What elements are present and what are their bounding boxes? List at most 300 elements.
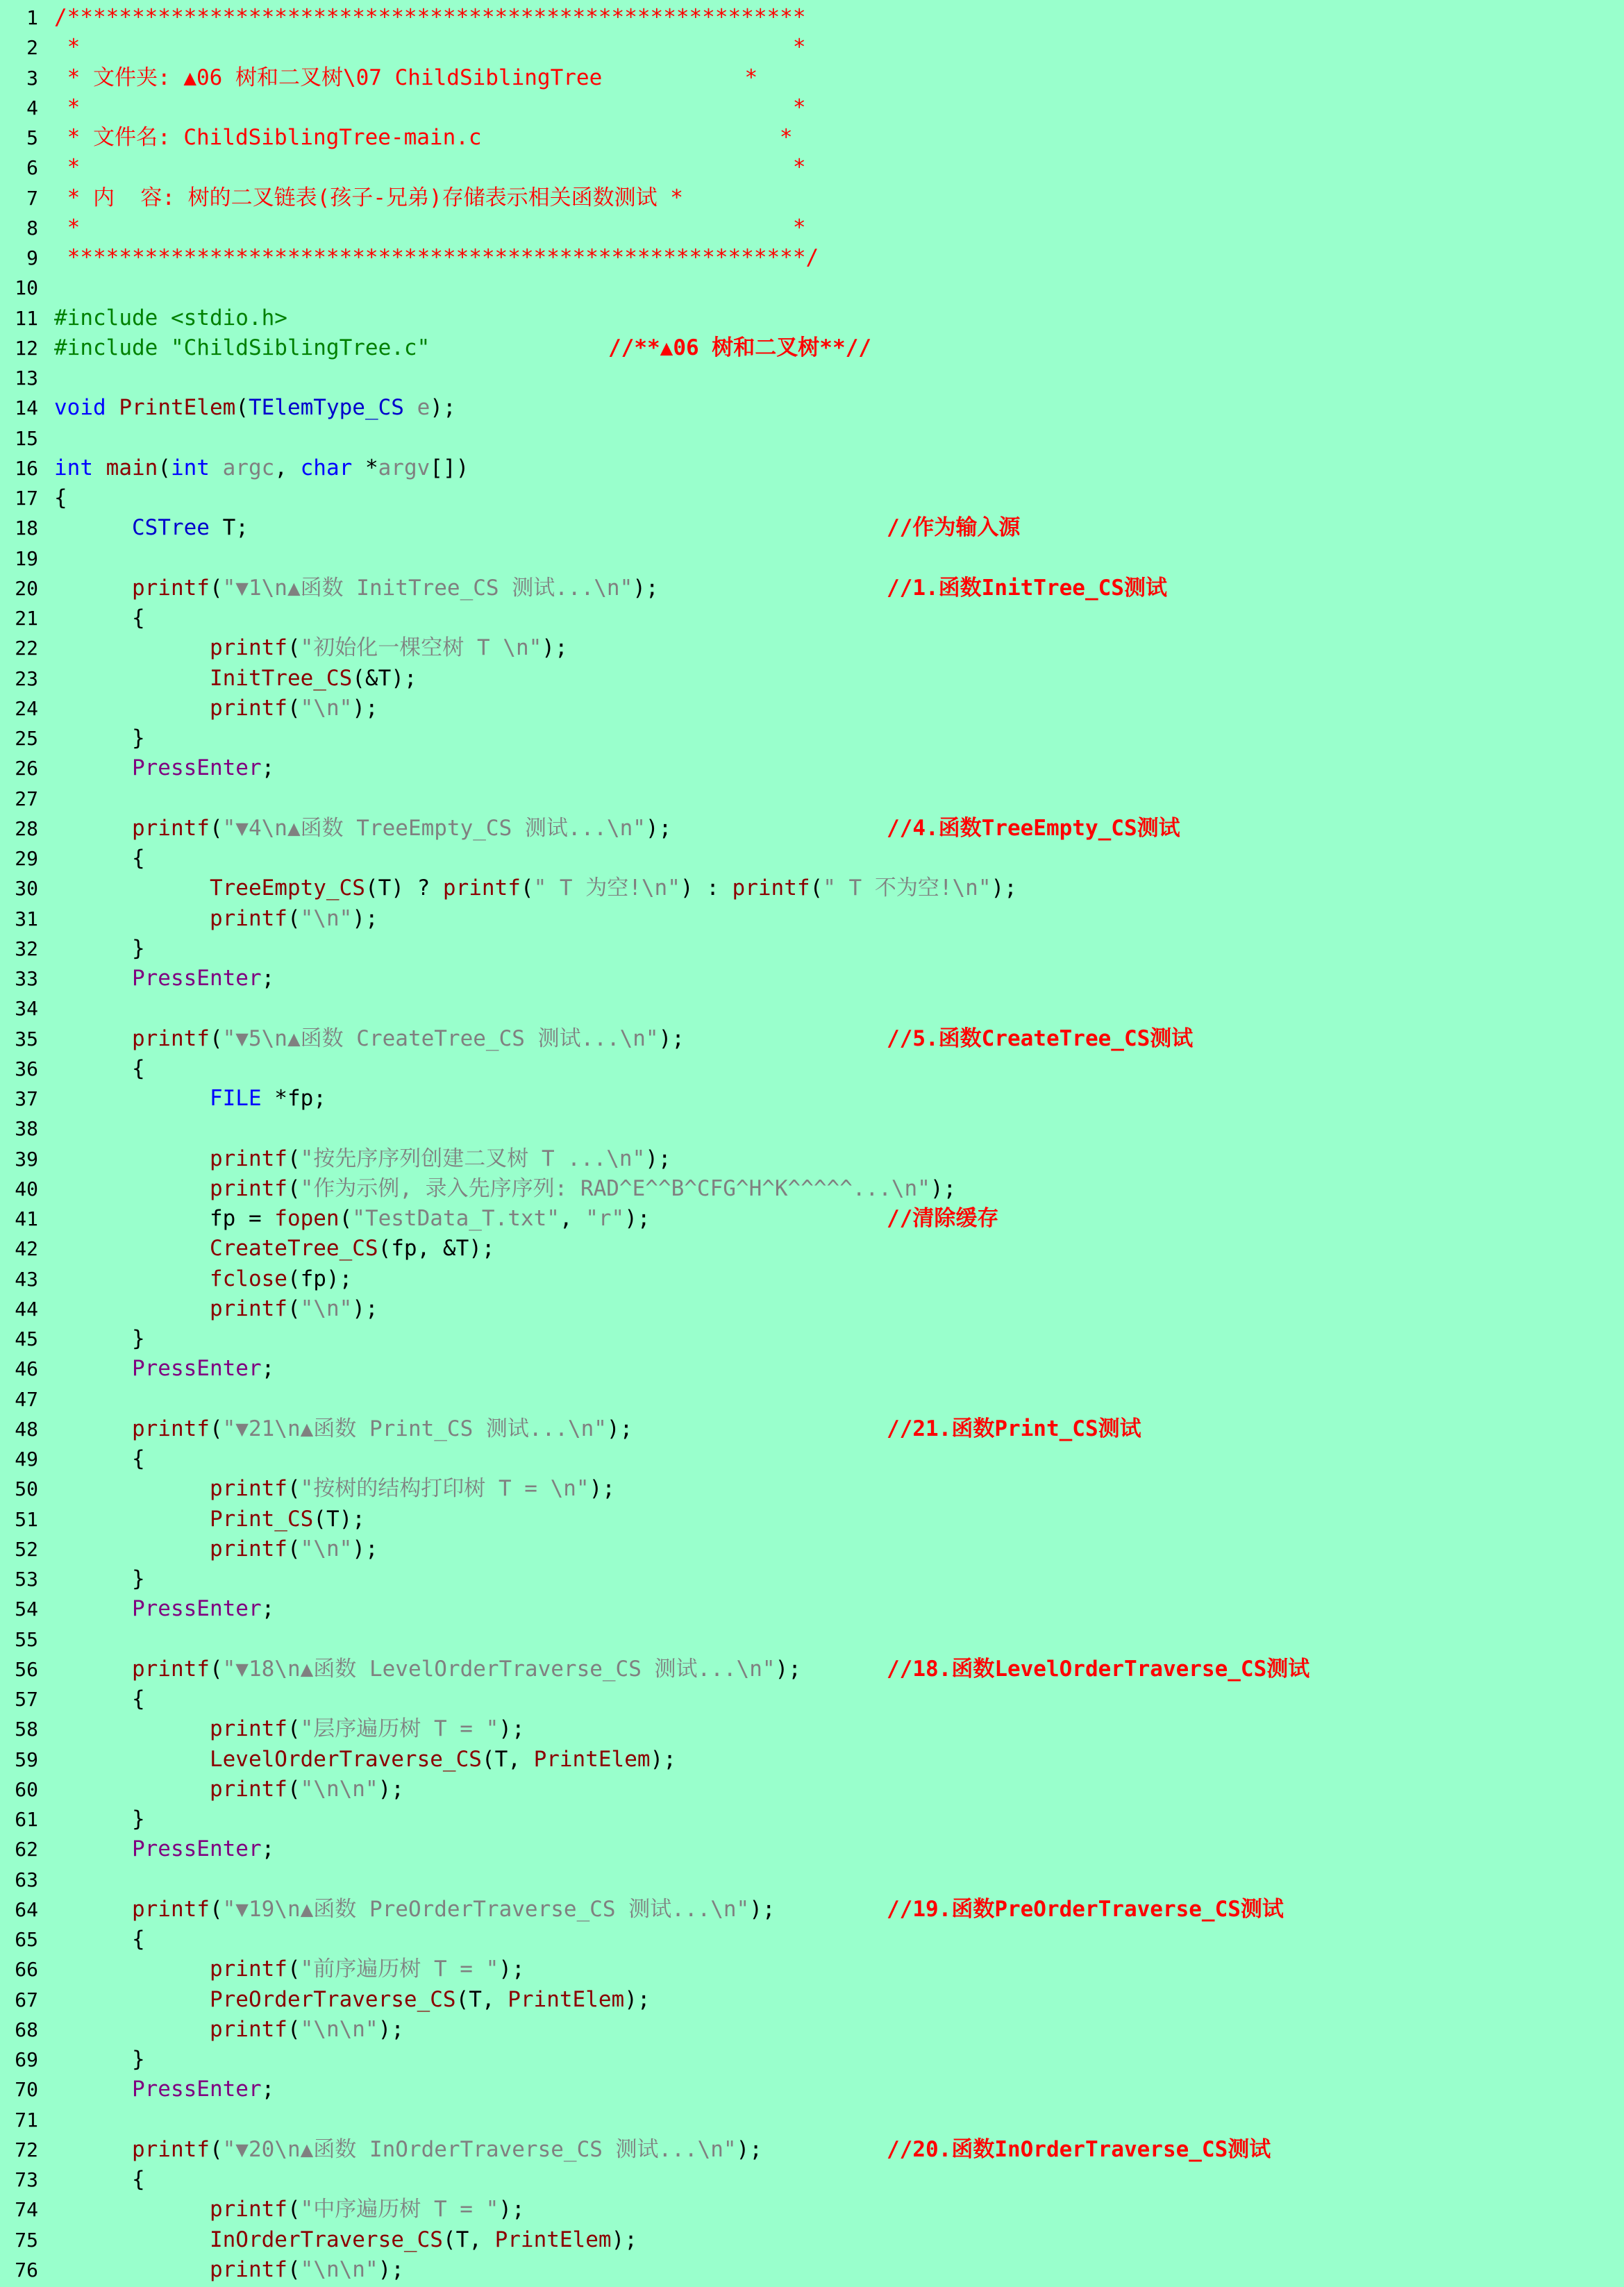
code-text [54,2075,274,2104]
code-line [0,213,1624,243]
code-text [54,2045,145,2075]
code-token: ; [261,1356,275,1382]
code-text [54,33,806,62]
code-token: ; [261,755,275,781]
code-token: * * [54,155,806,181]
code-token: ( [209,1656,223,1682]
code-text [54,2135,762,2165]
code-token: { [54,1446,145,1471]
line-number: 23 [15,667,38,690]
code-text [54,183,683,213]
code-text [54,694,378,723]
code-comment: //18.函数LevelOrderTraverse_CS测试 [887,1656,1310,1682]
code-text [54,1024,685,1054]
code-line [0,664,1624,694]
code-token: ( [287,2197,301,2222]
code-token: { [54,2167,145,2192]
line-number: 68 [15,2018,38,2041]
code-token: ); [542,635,568,661]
code-token: ); [352,905,378,931]
line-number: 32 [15,937,38,960]
code-line [0,303,1624,333]
code-line [0,1775,1624,1804]
code-token: ); [650,1746,676,1772]
line-number: 64 [15,1898,38,1921]
code-token: ( [209,2136,223,2162]
code-token: } [54,935,145,961]
line-number: 22 [15,637,38,660]
code-token: ); [352,1536,378,1561]
code-line [0,2165,1624,2195]
code-line [0,333,1624,363]
code-line [0,1204,1624,1234]
line-number: 26 [15,757,38,780]
code-token: *********************************************************/ [54,245,819,270]
code-line [0,2045,1624,2075]
code-token: printf [54,695,287,721]
code-token: { [54,846,145,871]
line-number: 46 [15,1357,38,1381]
code-token: printf [54,1957,287,1982]
code-comment: //1.函数InitTree_CS测试 [887,575,1167,601]
code-token: ( [287,635,301,661]
code-token: "\n" [300,1296,353,1321]
code-text [54,153,806,183]
code-line [0,1925,1624,1954]
code-token: "按树的结构打印树 T = \n" [300,1476,589,1502]
line-number: 38 [15,1117,38,1141]
code-token: printf [54,905,287,931]
code-token: Print_CS [54,1506,314,1532]
code-token: ( [339,1206,353,1231]
code-token: { [54,485,67,510]
code-line [0,2255,1624,2285]
code-token: "\n\n" [300,2016,378,2042]
code-token: fopen [274,1206,340,1231]
code-token: ); [606,1416,633,1441]
code-text [54,904,378,934]
code-token: ( [287,1175,301,1201]
line-number: 36 [15,1057,38,1080]
line-number: 63 [15,1868,38,1891]
code-token: CSTree [54,515,210,541]
code-text [54,393,456,423]
code-token: } [54,1807,145,1832]
code-token: ); [352,1296,378,1321]
code-token: InitTree_CS [54,665,353,691]
code-line [0,934,1624,964]
line-number: 24 [15,696,38,720]
code-token: } [54,726,145,751]
code-token: { [54,1055,145,1081]
code-token: ( [287,1536,301,1561]
code-text [54,1895,776,1925]
code-token: ); [378,2016,404,2042]
code-line [0,1684,1624,1714]
line-number: 25 [15,727,38,750]
code-token: { [54,1927,145,1952]
code-token: * * [54,215,806,240]
code-token: "\n\n" [300,1776,378,1802]
code-text [54,333,430,363]
code-token: FILE [54,1086,262,1111]
code-token: * 内 容: 树的二叉链表(孩子-兄弟)存储表示相关函数测试 * [54,185,683,210]
code-token: printf [54,575,210,601]
code-text [54,633,568,663]
code-token: "\n" [300,905,353,931]
code-token: int [54,455,106,480]
code-token: printf [54,2136,210,2162]
code-line [0,573,1624,603]
code-line [0,723,1624,753]
line-number: 16 [15,456,38,480]
code-token: * 文件夹: ▲06 树和二叉树\07 ChildSiblingTree * [54,65,758,90]
code-token: ; [261,1836,275,1862]
code-token: ; [261,2077,275,2102]
code-token: PressEnter [54,755,262,781]
code-comment: //21.函数Print_CS测试 [887,1416,1141,1441]
line-number: 53 [15,1568,38,1591]
line-number: 74 [15,2198,38,2222]
line-number: 8 [26,216,38,240]
code-comment: //作为输入源 [887,515,1021,541]
code-token: printf [54,1175,287,1201]
code-text [54,2015,404,2045]
code-line [0,273,1624,303]
line-number: 52 [15,1537,38,1561]
line-number: 40 [15,1177,38,1200]
code-comment: //20.函数InOrderTraverse_CS测试 [887,2136,1271,2162]
code-token: ); [499,2197,525,2222]
code-line [0,1474,1624,1504]
code-text [54,1234,495,1264]
code-token: int [170,455,223,480]
code-line [0,1054,1624,1084]
code-line [0,1505,1624,1534]
code-token: printf [54,815,210,841]
code-token: ( [287,1957,301,1982]
code-token: printf [54,2256,287,2282]
code-line [0,2015,1624,2045]
code-token: ); [352,695,378,721]
code-token: (T, [481,1746,534,1772]
code-line [0,694,1624,723]
code-comment: //**▲06 树和二叉树**// [608,335,871,360]
code-line [0,1174,1624,1204]
code-token: (fp); [287,1266,353,1291]
code-token: ( [287,2256,301,2282]
code-text [54,1684,145,1714]
code-token: (T, [442,2227,495,2252]
code-comment: //19.函数PreOrderTraverse_CS测试 [887,1896,1284,1922]
code-line [0,1654,1624,1684]
code-comment: //清除缓存 [887,1206,999,1231]
code-line [0,1324,1624,1354]
code-line [0,483,1624,513]
code-text [54,483,67,513]
code-line [0,243,1624,273]
code-token: * [365,455,378,480]
code-token: []) [430,455,469,480]
code-text [54,1204,651,1234]
code-token: ( [209,1896,223,1922]
code-line [0,1865,1624,1895]
code-token: #include <stdio.h> [54,305,287,330]
code-token: ( [209,1416,223,1441]
code-line [0,1564,1624,1594]
code-token: printf [54,1416,210,1441]
line-number: 4 [26,96,38,119]
code-token: ); [645,815,672,841]
code-token: ); [633,575,659,601]
code-line [0,994,1624,1023]
code-line [0,633,1624,663]
code-token: "\n" [300,695,353,721]
code-token: printf [732,876,810,901]
code-line [0,873,1624,903]
code-token: PrintElem [494,2227,612,2252]
line-number: 55 [15,1627,38,1651]
code-token: ( [810,876,823,901]
code-token: ( [235,395,249,421]
code-token: * 文件名: ChildSiblingTree-main.c * [54,125,793,150]
line-number: 29 [15,847,38,870]
code-line [0,1745,1624,1775]
code-token: PressEnter [54,1596,262,1622]
code-token: *fp; [261,1086,326,1111]
code-text [54,1264,352,1294]
code-token: } [54,2047,145,2072]
code-token: "中序遍历树 T = " [300,2197,499,2222]
code-token: fp = [54,1206,275,1231]
code-token: PressEnter [54,1836,262,1862]
code-text [54,513,249,543]
code-text [54,1174,956,1204]
line-number: 28 [15,816,38,840]
code-token: printf [54,1776,287,1802]
code-token: T; [209,515,249,541]
line-number: 5 [26,126,38,149]
line-number: 20 [15,576,38,600]
code-line [0,1024,1624,1054]
code-token: printf [54,635,287,661]
line-number: 2 [26,36,38,60]
code-token: TElemType_CS [248,395,404,421]
code-token: "按先序序列创建二叉树 T ...\n" [300,1146,646,1171]
code-text [54,1414,633,1444]
code-text [54,753,274,783]
line-number: 45 [15,1327,38,1350]
code-text [54,123,793,153]
line-number: 27 [15,787,38,810]
code-token: ); [624,1206,651,1231]
line-number: 56 [15,1657,38,1681]
code-line [0,2135,1624,2165]
code-line [0,363,1624,393]
code-token: ( [287,1716,301,1742]
code-token: "\n\n" [300,2256,378,2282]
code-text [54,1745,676,1775]
code-token: ); [378,2256,404,2282]
code-comment: //4.函数TreeEmpty_CS测试 [887,815,1180,841]
code-line [0,814,1624,844]
code-text [54,1775,404,1804]
code-line [0,1534,1624,1564]
code-text [54,1714,525,1744]
code-text [54,213,806,243]
code-line [0,784,1624,814]
code-line [0,1444,1624,1474]
code-token: ); [430,395,456,421]
code-token: ( [287,905,301,931]
code-token: ); [775,1656,801,1682]
line-number: 69 [15,2048,38,2071]
code-text [54,1505,365,1534]
code-text [54,934,145,964]
code-text [54,453,469,483]
code-token: PreOrderTraverse_CS [54,1986,456,2012]
code-token: ( [287,1296,301,1321]
code-token: ; [261,1596,275,1622]
code-line [0,1895,1624,1925]
code-comment: //5.函数CreateTree_CS测试 [887,1025,1194,1051]
code-token: fclose [54,1266,287,1291]
code-token: ( [209,1025,223,1051]
line-number: 48 [15,1417,38,1441]
code-token: CreateTree_CS [54,1236,378,1262]
code-text [54,1925,145,1954]
code-line [0,1294,1624,1324]
code-text [54,1084,326,1114]
code-text [54,1294,378,1324]
code-line [0,93,1624,123]
line-number: 31 [15,907,38,930]
code-token: (&T); [352,665,417,691]
code-token: ( [209,815,223,841]
code-token: } [54,1566,145,1591]
code-line [0,1114,1624,1144]
code-line [0,1264,1624,1294]
code-text [54,2255,404,2285]
code-text [54,243,819,273]
code-token: LevelOrderTraverse_CS [54,1746,482,1772]
line-number: 49 [15,1448,38,1471]
code-token: printf [54,1476,287,1502]
code-text [54,93,806,123]
code-token: ( [287,2016,301,2042]
code-token: void [54,395,119,421]
line-number: 67 [15,1988,38,2011]
code-text [54,1654,801,1684]
code-text [54,1144,671,1174]
code-line [0,1714,1624,1744]
code-token: printf [54,1896,210,1922]
code-line [0,2225,1624,2255]
line-number: 33 [15,967,38,990]
line-number: 61 [15,1808,38,1831]
code-text [54,1054,145,1084]
code-line [0,2195,1624,2225]
code-line [0,1414,1624,1444]
code-line [0,1234,1624,1264]
code-token: #include "ChildSiblingTree.c" [54,335,430,360]
line-number: 43 [15,1267,38,1291]
line-number: 35 [15,1027,38,1050]
code-token: (fp, &T); [378,1236,495,1262]
code-line [0,1384,1624,1414]
code-token: printf [54,2016,287,2042]
line-number: 6 [26,156,38,180]
code-token: printf [54,1656,210,1682]
code-line [0,2075,1624,2104]
code-text [54,1444,145,1474]
line-number: 70 [15,2078,38,2102]
line-number: 50 [15,1477,38,1501]
line-number: 42 [15,1237,38,1261]
code-text [54,964,274,994]
code-line [0,3,1624,33]
code-token: ); [589,1476,615,1502]
line-number: 65 [15,1928,38,1951]
code-line [0,123,1624,153]
code-line [0,1625,1624,1654]
code-token: , [559,1206,586,1231]
code-token: printf [54,1296,287,1321]
code-token: main [106,455,158,480]
code-token: InOrderTraverse_CS [54,2227,443,2252]
line-number: 54 [15,1598,38,1621]
code-token: printf [442,876,521,901]
line-number: 72 [15,2138,38,2161]
code-text [54,1564,145,1594]
code-token: (T, [455,1986,508,2012]
code-token: "r" [585,1206,625,1231]
code-line [0,153,1624,183]
code-line [0,844,1624,873]
code-token: ); [749,1896,776,1922]
code-token: "▼21\n▲函数 Print_CS 测试...\n" [222,1416,607,1441]
code-line [0,1985,1624,2015]
code-token: ); [378,1776,404,1802]
code-token: ( [287,1776,301,1802]
code-token: ( [158,455,171,480]
line-number: 58 [15,1718,38,1741]
code-line [0,1954,1624,1984]
code-line [0,1084,1624,1114]
code-token: ); [499,1957,525,1982]
code-token: argc [222,455,275,480]
line-number: 3 [26,66,38,90]
code-line [0,964,1624,994]
code-text [54,63,757,93]
line-number: 71 [15,2108,38,2131]
line-number: 37 [15,1087,38,1110]
line-number: 60 [15,1777,38,1801]
code-line [0,1354,1624,1384]
code-token: "▼5\n▲函数 CreateTree_CS 测试...\n" [222,1025,659,1051]
code-token: " T 为空!\n" [533,876,680,901]
code-line [0,544,1624,573]
code-token: ( [520,876,534,901]
code-token: char [300,455,365,480]
code-token: "作为示例, 录入先序序列: RAD^E^^B^CFG^H^K^^^^^...\n" [300,1175,930,1201]
code-token: (T); [313,1506,365,1532]
code-token: ( [287,1146,301,1171]
code-token: PressEnter [54,2077,262,2102]
code-text [54,664,417,694]
code-token: printf [54,1536,287,1561]
line-number: 39 [15,1147,38,1171]
